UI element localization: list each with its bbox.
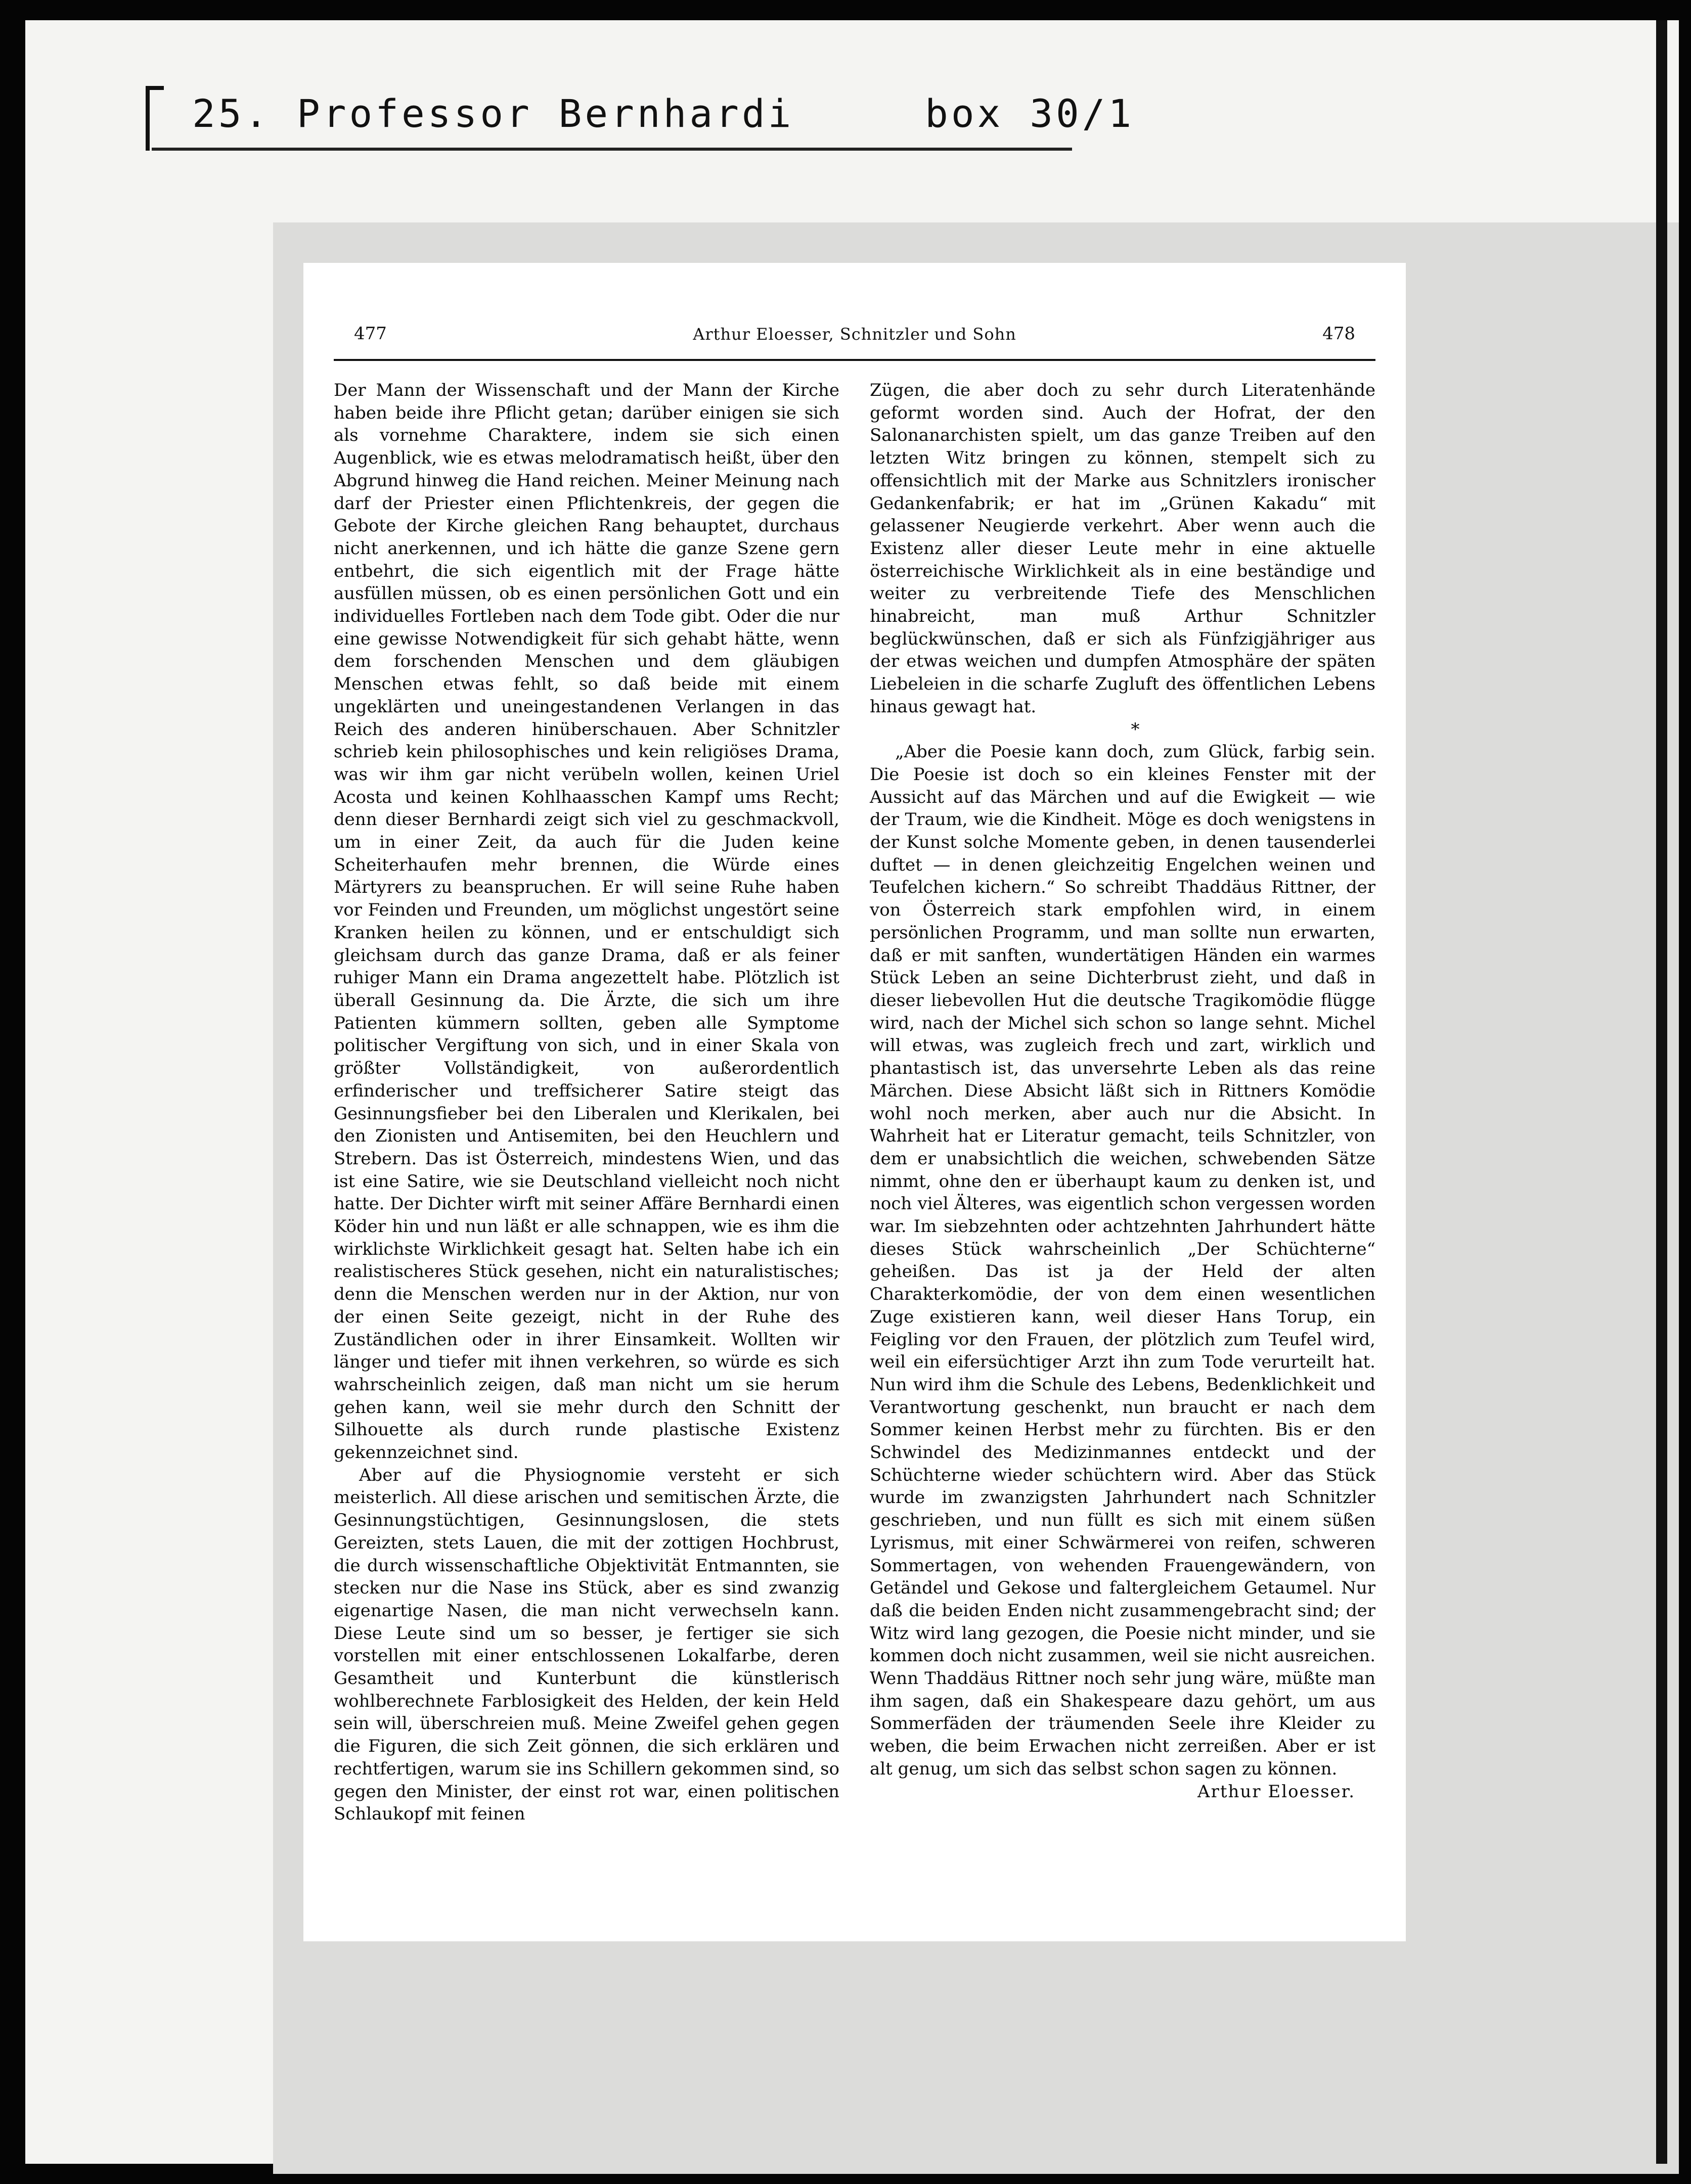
left-page-number: 477 [354,324,387,344]
label-underline [152,148,1072,151]
journal-page [303,263,1406,1941]
right-column [870,379,1375,1803]
left-paragraph-1: Der Mann der Wissenschaft und der Mann der Kirche haben beide ihre Pflicht getan; darüber einigen sie sich als vornehme Charaktere, indem sie sich einen Augenblick, wie es etwas melodramatisch heißt, über den Abgrund hinweg die Hand reichen. Meiner Meinung nach darf der Priester einen Pflichtenkreis, der gegen die Gebote der Kirche gleichen Rang behauptet, durchaus nicht anerkennen, und ich hätte die ganze Szene gern entbehrt, die sich eigentlich mit der Frage hätte ausfüllen müssen, ob es einen persönlichen Gott und ein individuelles Fortleben nach dem Tode gibt. Oder die nur eine gewisse Notwendigkeit für sich gehabt hätte, wenn dem forschenden Menschen und dem gläubigen Menschen etwas fehlt, so daß beide mit einem ungeklärten und uneingestandenen Verlangen in das Reich des anderen hinüberschauen. Aber Schnitzler schrieb kein philosophisches und kein religiöses Drama, was wir ihm gar nicht verübeln wollen, keinen Uriel Acosta und keinen Kohlhaasschen Kampf ums Recht; denn dieser Bernhardi zeigt sich viel zu geschmackvoll, um in einer Zeit, da auch für die Juden keine Scheiterhaufen mehr brennen, die Würde eines Märtyrers zu beanspruchen. Er will seine Ruhe haben vor Feinden und Freunden, um möglichst ungestört seine Kranken heilen zu können, und er entschuldigt sich gleichsam durch das ganze Drama, daß er als feiner ruhiger Mann ein Drama angezettelt habe. Plötzlich ist überall Gesinnung da. Die Ärzte, die sich um ihre Patienten kümmern sollten, geben alle Symptome politischer Vergiftung von sich, und in einer Skala von größter Vollständigkeit, von außerordentlich erfinderischer und treffsicherer Satire steigt das Gesinnungsfieber bei den Liberalen und Klerikalen, bei den Zionisten und Antisemiten, bei den Heuchlern und Strebern. Das ist Österreich, mindestens Wien, und das ist eine Satire, wie sie Deutschland vielleicht noch nicht hatte. Der Dichter wirft mit seiner Affäre Bernhardi einen Köder hin und nun läßt er alle schnappen, wie es ihm die wirklichste Wirklichkeit gesagt hat. Selten habe ich ein realistischeres Stück gesehen, nicht ein naturalistisches; denn die Menschen werden nur in der Aktion, nur von der einen Seite gezeigt, nicht in der Ruhe des Zuständlichen oder in ihrer Einsamkeit. Wollten wir länger und tiefer mit ihnen verkehren, so würde es sich wahrscheinlich zeigen, daß man nicht um sie herum gehen kann, weil sie mehr durch den Schnitt der Silhouette als durch runde plastische Existenz gekennzeichnet sind. [334,380,839,1463]
right-paragraph-2: „Aber die Poesie kann doch, zum Glück, farbig sein. Die Poesie ist doch so ein kleines Fenster mit der Aussicht auf das Märchen und auf die Ewigkeit — wie der Traum, wie die Kindheit. Möge es doch wenigstens in der Kunst solche Momente geben, in denen tausenderlei duftet — in denen gleichzeitig Engelchen weinen und Teufelchen kichern.“ So schreibt Thaddäus Rittner, der von Österreich stark empfohlen wird, in einem persönlichen Programm, und man sollte nun erwarten, daß er mit sanften, wundertätigen Händen ein warmes Stück Leben an seine Dichterbrust zieht, und daß in dieser liebevollen Hut die deutsche Tragikomödie flügge wird, nach der Michel sich schon so lange sehnt. Michel will etwas, was zugleich frech und zart, wirklich und phantastisch ist, das unversehrte Leben als das reine Märchen. Diese Absicht läßt sich in Rittners Komödie wohl noch merken, aber auch nur die Absicht. In Wahrheit hat er Literatur gemacht, teils Schnitzler, von dem er unabsichtlich die weichen, schwebenden Sätze nimmt, ohne den er überhaupt kaum zu denken ist, und noch viel Älteres, was eigentlich schon vergessen worden war. Im siebzehnten oder achtzehnten Jahrhundert hätte dieses Stück wahrscheinlich „Der Schüchterne“ geheißen. Das ist ja der Held der alten Charakterkomödie, der von dem einen wesentlichen Zuge existieren kann, weil dieser Hans Torup, ein Feigling vor den Frauen, der plötzlich zum Teufel wird, weil ein eifersüchtiger Arzt ihn zum Tode verurteilt hat. Nun wird ihm die Schule des Lebens, Bedenklichkeit und Verantwortung geschenkt, nun braucht er nach dem Sommer keinen Herbst mehr zu fürchten. Bis er den Schwindel des Medizinmannes entdeckt und der Schüchterne wieder schüchtern wird. Aber das Stück wurde im zwanzigsten Jahrhundert nach Schnitzler geschrieben, und nun füllt es sich mit einem süßen Lyrismus, mit einer Schwärmerei von reifen, schweren Sommertagen, von wehenden Frauengewändern, von Getändel und Gekose und faltergleichem Getaumel. Nur daß die beiden Enden nicht zusammengebracht sind; der Witz wird lang gezogen, die Poesie nicht minder, und sie kommen doch nicht zusammen, weil sie nicht ausreichen. Wenn Thaddäus Rittner noch sehr jung wäre, müßte man ihm sagen, daß ein Shakespeare dazu gehört, um aus Sommerfäden der träumenden Seele ihre Kleider zu weben, die beim Erwachen nicht zerreißen. Aber er ist alt genug, um sich das selbst schon sagen zu können. [870,742,1375,1779]
left-column [334,379,839,1826]
archive-label-text: 25. Professor Bernhardi box 30/1 [192,91,1135,136]
right-page-number: 478 [1322,324,1355,344]
label-bracket [146,86,164,151]
section-asterisk: * [1131,719,1140,740]
author-signature: Arthur Eloesser. [1197,1781,1355,1802]
running-title: Arthur Eloesser, Schnitzler und Sohn [693,325,1016,344]
board-edge [1656,20,1667,2164]
header-rule [334,359,1375,361]
right-paragraph-1: Zügen, die aber doch zu sehr durch Literatenhände geformt worden sind. Auch der Hofrat, der den Salonanarchisten spielt, um das ganze Treiben auf den letzten Witz bringen zu können, stempelt sich zu offensichtlich mit der Marke aus Schnitzlers ironischer Gedankenfabrik; er hat im „Grünen Kakadu“ mit gelassener Neugierde verkehrt. Aber wenn auch die Existenz aller dieser Leute mehr in eine aktuelle österreichische Wirklichkeit als in eine beständige und weiter zu verbreitende Tiefe des Menschlichen hinabreicht, man muß Arthur Schnitzler beglückwünschen, daß er sich als Fünfzigjähriger aus der etwas weichen und dumpfen Atmosphäre der späten Liebeleien in die scharfe Zugluft des öffentlichen Lebens hinaus gewagt hat. [870,380,1375,717]
left-paragraph-2: Aber auf die Physiognomie versteht er sich meisterlich. All diese arischen und semitischen Ärzte, die Gesinnungstüchtigen, Gesinnungslosen, die stets Gereizten, stets Lauen, die mit der zottigen Hochbrust, die durch wissenschaftliche Objektivität Entmannten, sie stecken nur die Nase ins Stück, aber es sind zwanzig eigenartige Nasen, die man nicht verwechseln kann. Diese Leute sind um so besser, je fertiger sie sich vorstellen mit einer entschlossenen Lokalfarbe, deren Gesamtheit und Kunterbunt die künstlerisch wohlberechnete Farblosigkeit des Helden, der kein Held sein will, überschreien muß. Meine Zweifel gehen gegen die Figuren, die sich Zeit gönnen, die sich erklären und rechtfertigen, warum sie ins Schillern gekommen sind, so gegen den Minister, der einst rot war, einen politischen Schlaukopf mit feinen [334,1465,839,1825]
